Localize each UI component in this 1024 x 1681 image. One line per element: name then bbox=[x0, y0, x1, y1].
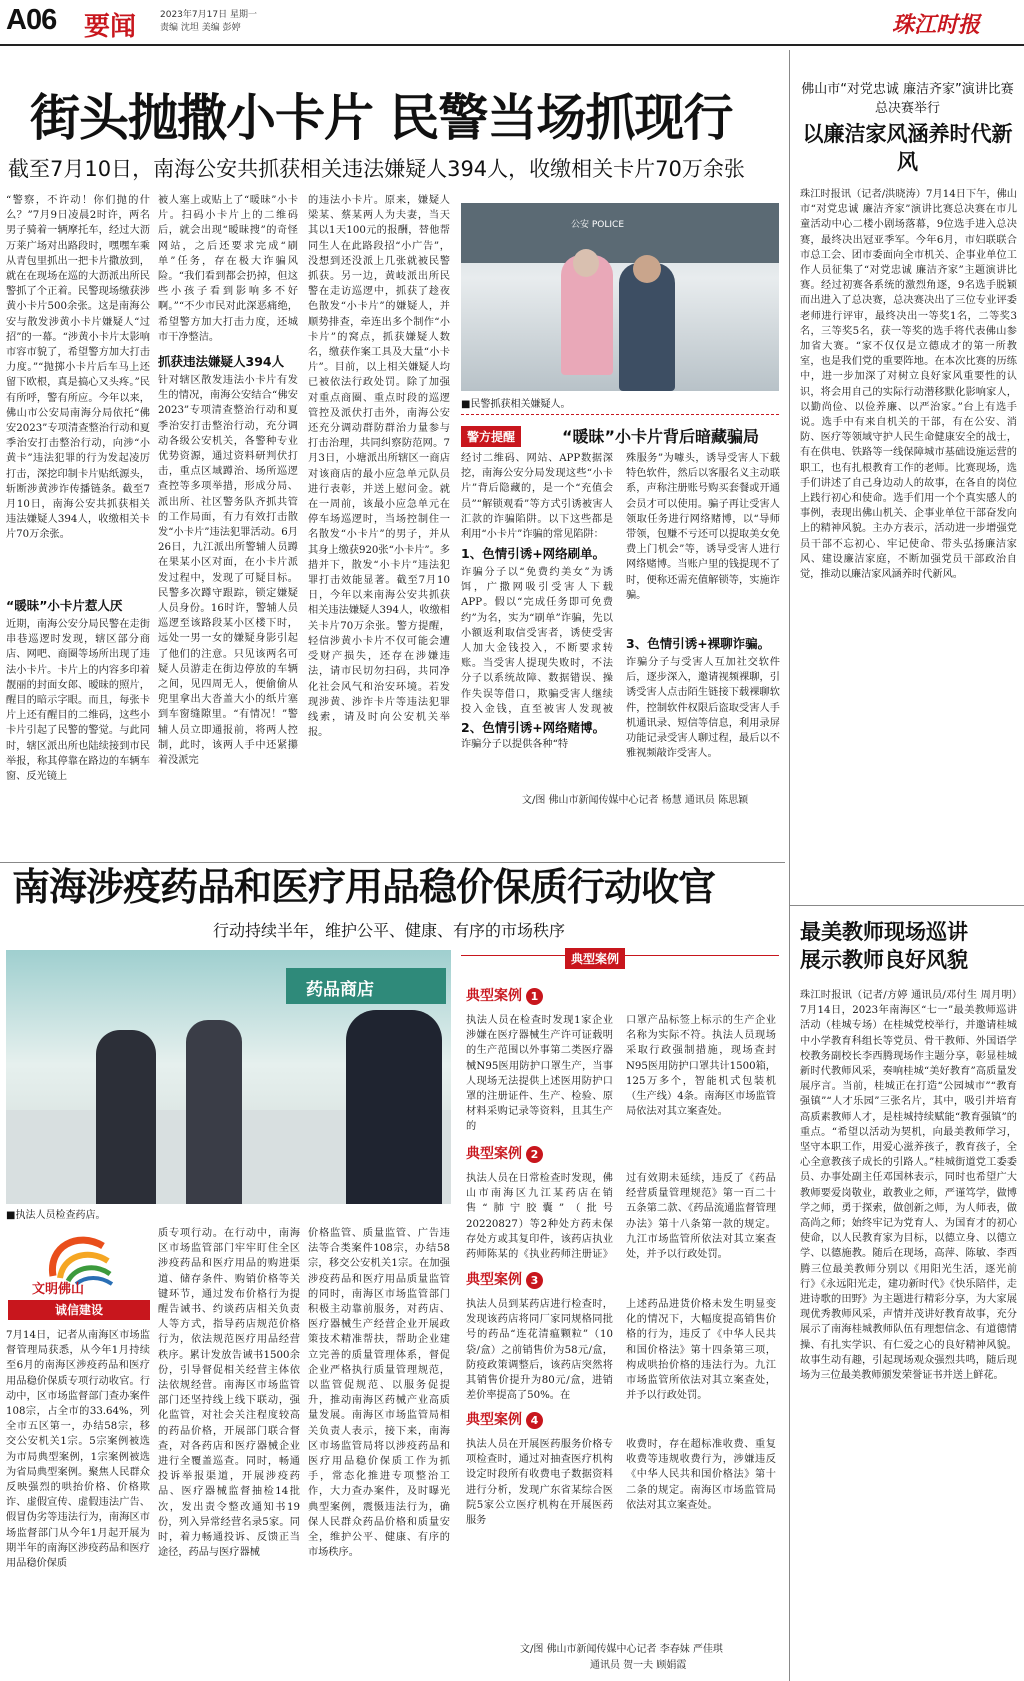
case-1-col1: 执法人员在检查时发现1家企业涉嫌在医疗器械生产许可证载明的生产范围以外事第二类医疗器械N95医用防护口罩生产，当事人现场无法提供上述医用防护口罩的注册证件、生产、检验、原材料采购记录等资料，且其生产的 bbox=[466, 1015, 613, 1133]
issue-date: 2023年7月17日 星期一 bbox=[160, 10, 257, 20]
case-2-head bbox=[466, 1143, 780, 1163]
case-1-number: 1 bbox=[526, 988, 543, 1005]
suspect-head bbox=[573, 249, 599, 277]
logo-text: 文明佛山 bbox=[32, 1282, 85, 1297]
top-col-2 bbox=[158, 193, 298, 858]
photo-wall bbox=[461, 203, 779, 263]
case-2-col1: 执法人员在日常检查时发现，佛山市南海区九江某药店在销售“肺宁胶囊”（批号20220827）等2种处方药未保存处方或其复印件，该药店执业药师陈某的《执业药师注册证》 bbox=[466, 1173, 613, 1261]
second-col-3: 价格监管、质量监管、广告违法等合类案件108宗，办结58宗，移交公安机关1宗。在加强涉疫药品和医疗用品质量监管的同时，南海区市场监管部门积极主动靠前服务，对药店、医疗器械生产经营企业开展政策技术精准帮扶，帮助企业建立完善的质量管理体系，督促企业严格执行质量管理规范，以监管促规范、以服务促提升，推动南海区药械产业高质量发展。南海区市场监管局相关负责人表示，接下来，南海区市场监管局将以涉疫药品和医疗用品稳价保质工作为抓手，常态化推进专项整治工作，大力查办案件，及时曝光典型案例，震慑违法行为，确保人民群众药品价格和质量安全，维护公平、健康、有序的市场秩序。 bbox=[308, 1228, 450, 1559]
second-headline: 南海涉疫药品和医疗用品稳价保质行动收官 bbox=[12, 865, 716, 909]
second-subheadline: 行动持续半年，维护公平、健康、有序的市场秩序 bbox=[213, 921, 566, 940]
header-rule bbox=[0, 44, 1024, 46]
case-2 bbox=[466, 1143, 780, 1261]
sidebar-body: 珠江时报讯（记者/洪晓涛）7月14日下午，佛山市“对党忠诚 廉洁齐家”演讲比赛总决赛在市儿童活动中心二楼小剧场落幕，9位选手进入总决赛，最终决出冠亚季军。今年6月，市妇联联合市总工会、团市委面向全市机关、企事业单位工作人员征集了“对党忠诚 廉洁齐家”主题演讲比赛。经过初赛各系统的激烈角逐，9名选手脱颖而出进入了总决赛，总决赛决出了三位专业评委老师进行评审，最终决出一等奖1名，二等奖3名，三等奖5名，获一等奖的选手将代表佛山参加省大赛。“家不仅仅是立德成才的第一所教室，也是我们党的重要阵地。在本次比赛的历练中，进一步加深了对树立良好家风重要性的认识，将会用自己的实际行动潜移默化影响家人，以勤尚俭、以俭养廉、以严治家。”台上有选手说。选手中有来自机关的干部，有在公安、消防、医疗等领域守护人民生命健康安全的战士，有在供电、铁路等一线保障城市基础设施运营的职工，也有扎根教育工作的老师。比赛现场，选手们讲述了自己身边动人的故事，在各自的岗位上践行初心和使命。选手们用一个个真实感人的事例，表现出佛山机关、企事业单位干部奋发向上的精神风貌。主办方表示，活动进一步增强党员干部不忘初心、牢记使命、带头弘扬廉洁家风、建设廉洁家庭，不断加强党员干部政治自觉，推动以廉洁家风涵养时代新风。 bbox=[800, 189, 1017, 581]
box-divider bbox=[461, 414, 779, 415]
top-col1-subhead: “暖昧”小卡片惹人厌 bbox=[6, 598, 123, 613]
case-4 bbox=[466, 1409, 780, 1527]
top-col1-text-b: 近期，南海公安分局民警在走街串巷巡逻时发现，辖区部分商店、网吧、商圈等场所出现了违法小卡片。卡片上的内容多印着靓丽的封面女郎、暧昧的照片，醒目的暗示字眼。而且，每张卡片上还有醒目的二维码，这些小卡片引起了民警的警觉。与此同时，辖区派出所也陆续接到市民举报，称其停靠在路边的车辆车窗、反光镜上 bbox=[6, 619, 150, 783]
case-3-col1: 执法人员到某药店进行检查时，发现该药店将同厂家同规格同批号的药品“连花清瘟颗粒”（10袋/盒）之前销售价为58元/盒，防疫政策调整后，该药店突然将其销售价提升为80元/盒，进销差价率提高了50%。在 bbox=[466, 1299, 613, 1402]
inspector-1 bbox=[96, 1030, 156, 1204]
photo-police-sign: 公安 POLICE bbox=[571, 220, 625, 230]
case-3-number: 3 bbox=[526, 1272, 543, 1289]
inspector-3 bbox=[346, 1010, 442, 1204]
case-1 bbox=[466, 985, 780, 1133]
case-3-label: 典型案例 bbox=[466, 1272, 522, 1288]
case-3-col2: 上述药品进货价格未发生明显变化的情况下，大幅度提高销售价格的行为，违反了《中华人民共和国价格法》第十四条第三项，构成哄抬价格的违法行为。九江市场监管所依法对其立案查处，并予以行政处罚。 bbox=[626, 1299, 776, 1402]
case-3 bbox=[466, 1269, 780, 1402]
top-col-1 bbox=[6, 193, 150, 858]
second-col-1: 7月14日，记者从南海区市场监督管理局获悉，从今年1月持续至6月的南海区涉疫药品和医疗用品稳价保质专项行动收官。行动中，区市场监督部门查办案件108宗，占全市的33.64%，列全市五区第一，办结58宗，移交公安机关1宗。5宗案例被选为市局典型案例，1宗案例被选为省局典型案例。聚焦人民群众反映强烈的哄抬价格、价格欺诈、虚假宣传、虚假违法广告、假冒伪劣等违法行为，南海区市场监督部门从今年1月起开展为期半年的南海区涉疫药品和医疗用品稳价保质 bbox=[6, 1330, 150, 1570]
case-2-label: 典型案例 bbox=[466, 1146, 522, 1162]
second-photo bbox=[6, 950, 451, 1204]
top-credit: 文/图 佛山市新闻传媒中心记者 杨慧 通讯员 陈思颖 bbox=[522, 795, 749, 806]
sidebar-title: 以廉洁家风涵养时代新风 bbox=[802, 121, 1013, 174]
box-col2-h3: 3、色情引诱+裸聊诈骗。 bbox=[626, 636, 771, 651]
box-col1-text-c: 诈骗分子以提供各种“特 bbox=[461, 739, 569, 750]
case-4-head bbox=[466, 1409, 780, 1429]
top-photo-caption: ■民警抓获相关嫌疑人。 bbox=[461, 399, 571, 410]
top-photo bbox=[461, 203, 779, 391]
case-1-head bbox=[466, 985, 780, 1005]
civility-logo bbox=[8, 1226, 150, 1322]
section-name: 要闻 bbox=[84, 12, 137, 42]
box-col2-text-b: 诈骗分子与受害人互加社交软件后，逐步深入，邀请视频裸聊，引诱受害人点击陌生链接下载裸聊软件，控制软件权限后盗取受害人手机通讯录、短信等信息，利用录屏功能记录受害人聊过程，最后以不雅视频敲诈受害人。 bbox=[626, 657, 780, 760]
sidebar-kicker: 佛山市“对党忠诚 廉洁齐家”演讲比赛总决赛举行 bbox=[801, 82, 1014, 116]
case-4-col1: 执法人员在开展医药服务价格专项检查时，通过对抽查医疗机构设定时段所有收费电子数据资料进行分析，发现广东省某综合医院5家公立医疗机构在开展医药服务 bbox=[466, 1439, 613, 1527]
sidebar-rule bbox=[789, 905, 1024, 906]
case-4-label: 典型案例 bbox=[466, 1412, 522, 1428]
logo-tag: 诚信建设 bbox=[8, 1300, 150, 1320]
second-credit-1: 文/图 佛山市新闻传媒中心记者 李春妹 严佳琪 bbox=[520, 1644, 723, 1655]
pharmacy-sign-text: 药品商店 bbox=[306, 980, 374, 1000]
top-col3-text: 的违法小卡片。原来，嫌疑人梁某、蔡某两人为夫妻，当天其以1天100元的报酬，替他帮同生人在此路段招“小广告”，没想到还没派上几张就被民警抓获。另一边，黄岐派出所民警在走访巡逻中，抓获了趁夜色散发“小卡片”的嫌疑人，并顺势排查，牵连出多个制作“小卡片”的窝点，抓获嫌疑人数名，缴获作案工具及大量“小卡片”。目前，以上相关嫌疑人均已被依法行政处罚。除了加强对重点商圈、重点时段的巡逻管控及派伏打击外，南海公安还充分调动群防群治力量参与打击治理，共同纠察防范网。7月3日，小塘派出所辖区一商店对该商店的最小应急单元队员进行表彰，并送上慰问金。就在一周前，该最小应急单元在停车场巡逻时，当场控制住一名散发“小卡片”的男子，并从其身上缴获920张“小卡片”。多措并下，散发“小卡片”违法犯罪打击效能显著。截至7月10日，今年以来南海公安共抓获相关违法嫌疑人394人，收缴相关卡片70万余张。警方提醒，轻信涉黄小卡片不仅可能会遭受财产损失，还存在涉嫌违法，请市民切勿扫码，共同净化社会风气和治安环境。若发现涉黄、涉诈卡片等违法犯罪线索，请及时向公安机关举报。 bbox=[308, 195, 450, 739]
top-col2-subhead: 抓获违法嫌疑人394人 bbox=[158, 354, 285, 369]
cases-tag: 典型案例 bbox=[565, 948, 625, 969]
newspaper-logo: 珠江时报 bbox=[891, 12, 980, 38]
case-4-col2: 收费时，存在超标准收费、重复收费等违规收费行为，涉嫌违反《中华人民共和国价格法》第十二条的规定。南海区市场监管局依法对其立案查处。 bbox=[626, 1439, 776, 1511]
box-title: “暖昧”小卡片背后暗藏骗局 bbox=[562, 427, 760, 446]
sidebar-bottom-title: 最美教师现场巡讲展示教师良好风貌 bbox=[800, 919, 968, 972]
box-col1-text: 经讨二维码、网站、APP数据深挖，南海公安分局发现这些“小卡片”背后隐藏的，是一个“充值会员”“解锁观看”等方式引诱被害人汇款的诈骗陷阱。以下这些都是利用“小卡片”诈骗的常见陷阱： bbox=[461, 453, 613, 541]
officer-head bbox=[633, 255, 661, 283]
box-col2-text: 殊服务”为噱头，诱导受害人下载特色软件，然后以客服名义主动联系，声称注册账号购买套餐或开通会员才可以使用。骗子再让受害人领取任务进行网络赌博，以“导师带领，包赚不亏还可以提取美女免费上门机会”等，诱导受害人进行网络赌博。当账户里的钱提现不了时，便称还需充值解锁等，实施诈骗。 bbox=[626, 453, 780, 601]
box-col-1 bbox=[461, 451, 613, 785]
top-col2-text: 被人塞上或贴上了“暖昧”小卡片。扫码小卡片上的二维码后，就会出现“暧昧搜”的奇怪网站，之后还要求完成“刷单”任务，存在极大诈骗风险。“我们看到都会扔掉，但这些小孩子看到影响多不好啊。”“不少市民对此深恶痛绝，希望警方加大打击力度，还城市干净整洁。 bbox=[158, 195, 298, 343]
top-col2-text-b: 针对辖区散发违法小卡片有发生的情况，南海公安结合“佛安2023”专项清查整治行动和夏季治安打击整治行动，充分调动各级公安机关，各警种专业优势资源，通过资料研判伏打击，重点区域蹲治、场所巡逻查控等多项举措，形成分局、派出所、社区警务队齐抓共管的工作局面，有力有效打击散发“小卡片”违法犯罪活动。6月26日，九江派出所警辅人员蹲在果某小区对面，在小卡片派发过程中，发现了可疑目标。民警多次蹲守跟踪，锁定嫌疑人员身份。16时许，警辅人员巡逻至该路段某小区楼下时，远处一男一女的嫌疑身影引起了他们的注意。只见该两名可疑人员游走在街边停放的车辆之间，见四周无人，便偷偷从兜里拿出大沓盖大小的纸片塞到车窗缝隙里。“有情况！”警辅人员立即通报前，将两人控制，此时，该两人手中还紧攥着没派完 bbox=[158, 375, 298, 767]
case-4-number: 4 bbox=[526, 1412, 543, 1429]
inspector-2 bbox=[186, 1020, 242, 1204]
second-credit-2: 通讯员 贺一夫 顾娟霞 bbox=[590, 1660, 687, 1671]
page-number: A06 bbox=[6, 4, 57, 36]
box-tag: 警方提醒 bbox=[461, 426, 521, 447]
second-photo-caption: ■执法人员检查药店。 bbox=[6, 1210, 106, 1221]
box-col1-text-b: 诈骗分子以“免费约美女”为诱饵，广撒网吸引受害人下载APP。假以“完成任务即可免费约”为名，实为“刷单”诈骗，先以小额返利取信受害者，诱使受害人加大金钱投入，不断要求转账。当受害人提现失败时，不法分子以系统故障、数据错误、操作失误等借口，欺骗受害人继续投入金钱，直至被害人发现被 bbox=[461, 567, 613, 715]
issue-info bbox=[160, 9, 257, 35]
sidebar-bottom-body: 珠江时报讯（记者/方婷 通讯员/邓付生 周月明）7月14日，2023年南海区“七一”最美教师巡讲活动（桂城专场）在桂城党校举行，并邀请桂城中小学教育科组长等党员、骨干教师、外国语学校教务副校长李西腾现场作主题分享，彰显桂城新时代教师风采，奏响桂城“美好教育”高质量发展序言。当前，桂城正在打造“公园城市”“教育强镇”“人才乐园”三张名片，其中，吸引并培育高质素教师人才，是桂城持续赋能“教育强镇”的重点。“希望以活动为契机，向最美教师学习，坚守本职工作，用爱心滋养孩子，教育孩子，全心全意教孩子成长的引路人。”桂城街道党工委委员、办事处副主任邓国林表示，同时也希望广大教师要爱岗敬业，敢教业之师，严谨笃学，做博学之师，勇于探索，做创新之师，为人师表，做高尚之师；始终牢记为党育人、为国育才的初心使命，以人民教育家为目标，以德立身、以德立学、以德施教。随后在现场，高萍、陈敏、李西腾三位最美教师分别以《用阳光生活，逐光前行》《永远阳光走，建功新时代》《快乐陪伴，走进诗歌的田野》为主题进行精彩分享，为大家展现优秀教师风采，声情并茂讲好教育故事，充分展示了南海桂城教师队伍有理想信念、有道德情操、有扎实学识、有仁爱之心的良好精神风貌。故事生动有趣，引起现场观众强烈共鸣，随后现场为三位最美教师颁发荣誉证书并送上鲜花。 bbox=[800, 990, 1017, 1382]
top-subheadline: 截至7月10日，南海公安共抓获相关违法嫌疑人394人，收缴相关卡片70万余张 bbox=[8, 157, 745, 181]
issue-editors: 责编 沈坦 美编 彭婷 bbox=[160, 23, 241, 33]
case-2-number: 2 bbox=[526, 1146, 543, 1163]
box-col1-h1: 1、色情引诱+网络刷单。 bbox=[461, 546, 606, 561]
case-1-col2: 口罩产品标签上标示的生产企业名称为实际不符。执法人员现场采取行政强制措施，现场查封N95医用防护口罩共计1500箱，125万多个，智能机式包装机（生产线）4条。南海区市场监管局依法对其立案查处。 bbox=[626, 1015, 776, 1118]
second-col-2: 质专项行动。在行动中，南海区市场监管部门牢牢盯住全区涉疫药品和医疗用品的购进渠道、储存条件、购销价格等关键环节，通过发布价格行为提醒告诫书、约谈药店相关负责人等方式，指导药店规范价格行为，依法规范医疗用品经营秩序。累计发放告诫书1500余份，引导督促相关经营主体依法依规经营。南海区市场监管部门还坚持线上线下联动，强化监管，对社会关注程度较高的药品价格，开展部门联合督查，对各药店和医疗器械企业进行全覆盖巡查。同时，畅通投诉举报渠道，开展涉疫药品、医疗器械监督抽检14批次，发出责令整改通知书19份，列入异常经营名录5家。同时，着力畅通投诉、反馈正当途径，药品与医疗器械 bbox=[158, 1228, 300, 1559]
top-headline: 街头抛撒小卡片 民警当场抓现行 bbox=[30, 89, 733, 147]
cases-area bbox=[466, 985, 780, 1625]
box-col1-h2: 2、色情引诱+网络赌博。 bbox=[461, 720, 606, 735]
case-1-label: 典型案例 bbox=[466, 988, 522, 1004]
box-col-2 bbox=[626, 451, 780, 785]
top-col1-text: “警察，不许动！你们抛的什么？”7月9日凌晨2时许，两名男子骑着一辆摩托车，经过大沥万莱广场对出路段时，嘿嘿车乘从青包里抓出一把卡片撒放到，就在在现场在巡的大沥派出所民警抓了个正着。民警现场缴获涉黄小卡片500余张。这是南海公安与散发涉黄小卡片嫌疑人“过招”的一幕。“涉黄小卡片太影响市容市貌了，希望警方加大打击力度。”“抛掷小卡片后车马上还留下欧根，真是搞心又头疼。”民有所呼，警有所应。今年以来，佛山市公安局南海分局依托“佛安2023”专项清查整治行动和夏季治安打击整治行动，向涉“小黄卡”违法犯罪的行为发起凌厉打击，深挖印制卡片贴纸源头，斩断涉黄涉诈传播链条。截至7月10日，南海公安共抓获相关违法嫌疑人394人，收缴相关卡片70万余张。 bbox=[6, 195, 150, 541]
case-2-col2: 过有效期未延续，违反了《药品经营质量管理规范》第一百二十五条第二款、《药品流通监督管理办法》第十八条第一款的规定。九江市场监管所依法对其立案查处，并予以行政处罚。 bbox=[626, 1173, 776, 1261]
case-3-head bbox=[466, 1269, 780, 1289]
top-col-3 bbox=[308, 193, 450, 858]
